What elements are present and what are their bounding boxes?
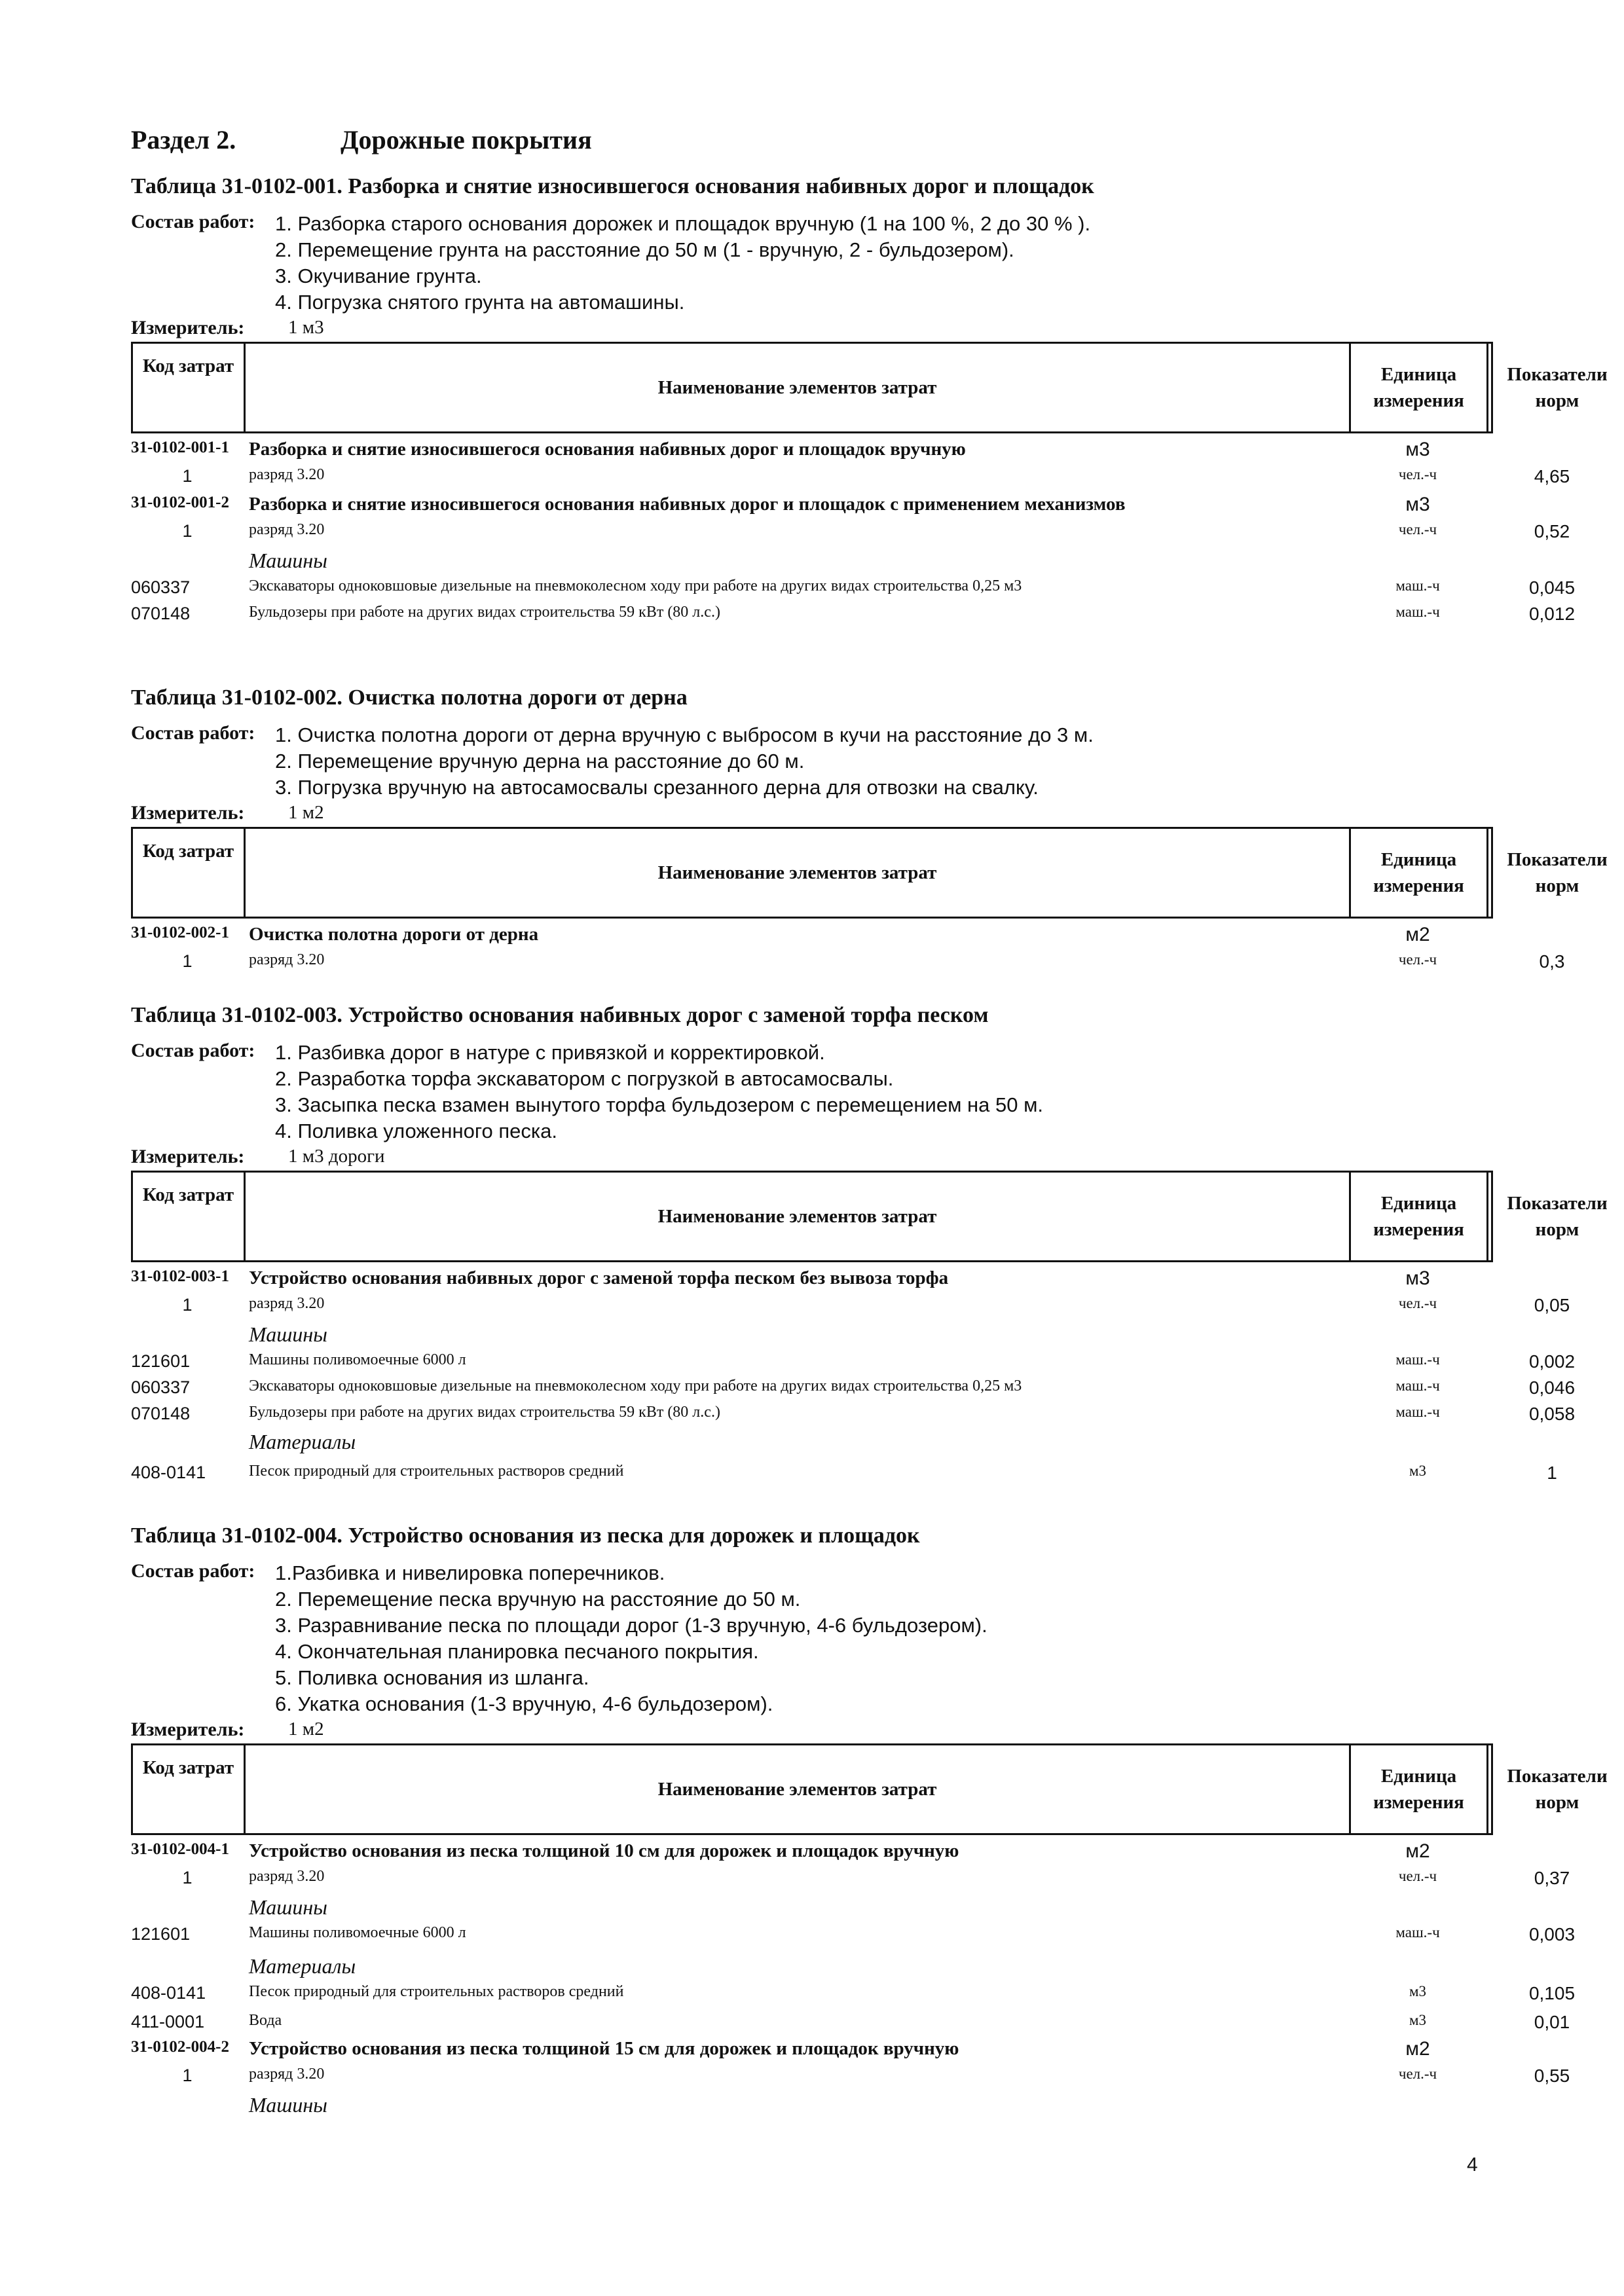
row-unit: чел.-ч (1398, 466, 1437, 483)
row-name: Очистка полотна дороги от дерна (249, 924, 539, 945)
work-step: 2. Разработка торфа экскаватором с погрузкой в автосамосвалы. (275, 1067, 894, 1090)
table-row (131, 1351, 1576, 1377)
row-norm: 0,003 (1528, 1924, 1576, 1944)
table-row (131, 1895, 1493, 1924)
section-title: Дорожные покрытия (341, 125, 592, 155)
row-norm: 1 (1547, 1463, 1557, 1483)
row-name: Устройство основания из песка толщиной 15 см для дорожек и площадок вручную (249, 2038, 959, 2059)
row-unit: м3 (1409, 1463, 1427, 1479)
row-code: 411-0001 (131, 2012, 205, 2032)
row-unit: м2 (1405, 1840, 1430, 1862)
row-name: разряд 3.20 (249, 466, 325, 483)
header-unit-line1: Единица (1380, 364, 1457, 385)
work-step: 3. Окучивание грунта. (275, 264, 482, 287)
row-name: разряд 3.20 (249, 2066, 325, 2083)
work-step: 4. Поливка уложенного песка. (275, 1120, 557, 1142)
measure-label: Измеритель: (131, 1719, 245, 1740)
header-unit-line2: измерения (1373, 1792, 1464, 1813)
table-body (131, 1840, 1576, 2122)
work-step: 2. Перемещение грунта на расстояние до 50 м (1 - вручную, 2 - бульдозером). (275, 238, 1014, 261)
row-category: Машины (249, 1895, 327, 1919)
header-norm-line1: Показатели (1507, 1193, 1608, 1214)
table-row (131, 1840, 1493, 1868)
header-unit (1351, 344, 1488, 431)
row-code: 1 (182, 2066, 193, 2085)
section-number: Раздел 2. (131, 125, 236, 155)
row-code: 408-0141 (131, 1463, 206, 1482)
row-name: Машины поливомоечные 6000 л (249, 1351, 466, 1368)
work-composition (131, 211, 1493, 316)
row-norm: 0,05 (1534, 1295, 1570, 1315)
table-row (131, 577, 1576, 604)
table-row (131, 1377, 1576, 1404)
work-composition (131, 1560, 1493, 1717)
work-composition (131, 722, 1493, 801)
row-unit: маш.-ч (1395, 604, 1440, 620)
row-norm: 0,01 (1534, 2012, 1570, 2032)
table-header (131, 342, 1608, 433)
header-norm-line1: Показатели (1507, 364, 1608, 385)
table-row (131, 1983, 1576, 2012)
row-unit: чел.-ч (1398, 2066, 1437, 2082)
table-row (131, 604, 1576, 630)
row-norm: 0,52 (1534, 521, 1570, 541)
work-label: Состав работ: (131, 211, 255, 232)
table-row (131, 466, 1570, 494)
work-step: 1. Очистка полотна дороги от дерна вручную с выбросом в кучи на расстояние до 3 м. (275, 723, 1094, 746)
table-row (131, 924, 1493, 951)
row-code: 1 (182, 1868, 193, 1887)
header-norm-line1: Показатели (1507, 849, 1608, 870)
row-unit: чел.-ч (1398, 951, 1437, 968)
norm-table-1 (131, 172, 1608, 630)
work-step: 1.Разбивка и нивелировка поперечников. (275, 1561, 665, 1584)
measure-unit (131, 1144, 1493, 1171)
measure-value: 1 м2 (288, 802, 324, 823)
work-step: 2. Перемещение песка вручную на расстояние до 50 м. (275, 1588, 801, 1611)
row-norm: 0,045 (1528, 577, 1576, 598)
table-row (131, 1954, 1493, 1983)
header-name: Наименование элементов затрат (246, 1173, 1351, 1260)
header-norm-line2: норм (1535, 1219, 1579, 1240)
work-step: 3. Разравнивание песка по площади дорог (1-3 вручную, 4-6 бульдозером). (275, 1614, 987, 1637)
table-title: Таблица 31-0102-004. Устройство основания из песка для дорожек и площадок (131, 1523, 920, 1548)
work-step: 4. Погрузка снятого грунта на автомашины. (275, 291, 685, 314)
work-label: Состав работ: (131, 1040, 255, 1061)
row-name: Разборка и снятие износившегося основания набивных дорог и площадок вручную (249, 439, 966, 460)
header-unit-line2: измерения (1373, 1219, 1464, 1240)
table-row (131, 1430, 1493, 1463)
header-code: Код затрат (133, 1745, 246, 1833)
row-name: разряд 3.20 (249, 1295, 325, 1312)
row-name: Устройство основания набивных дорог с заменой торфа песком без вывоза торфа (249, 1267, 949, 1288)
header-unit (1351, 829, 1488, 917)
header-norm (1488, 829, 1624, 917)
row-name: Машины поливомоечные 6000 л (249, 1924, 466, 1941)
row-unit: м3 (1405, 494, 1430, 515)
header-norm (1488, 344, 1624, 431)
row-norm: 0,058 (1528, 1404, 1576, 1424)
header-unit-line1: Единица (1380, 1193, 1457, 1214)
measure-unit (131, 801, 1493, 827)
row-unit: м3 (1409, 2012, 1427, 2028)
table-header (131, 1743, 1608, 1835)
page-number: 4 (1467, 2154, 1478, 2176)
row-code: 070148 (131, 1404, 191, 1423)
row-code: 31-0102-003-1 (131, 1267, 229, 1285)
table-body (131, 1267, 1576, 1489)
row-category: Материалы (249, 1954, 356, 1978)
row-norm: 4,65 (1534, 466, 1570, 486)
row-norm: 0,002 (1528, 1351, 1576, 1372)
row-norm: 0,105 (1528, 1983, 1576, 2003)
table-row (131, 439, 1493, 466)
work-label: Состав работ: (131, 722, 255, 744)
table-row (131, 2093, 1493, 2122)
table-row (131, 1322, 1493, 1351)
table-body (131, 439, 1576, 630)
row-name: Устройство основания из песка толщиной 10 см для дорожек и площадок вручную (249, 1840, 959, 1861)
table-row (131, 521, 1570, 549)
row-name: Вода (249, 2012, 282, 2029)
table-row (131, 1924, 1576, 1954)
work-step: 1. Разбивка дорог в натуре с привязкой и корректировкой. (275, 1041, 825, 1064)
header-norm-line2: норм (1535, 390, 1579, 411)
work-step: 6. Укатка основания (1-3 вручную, 4-6 бульдозером). (275, 1692, 773, 1715)
header-norm-line1: Показатели (1507, 1766, 1608, 1787)
table-row (131, 951, 1565, 979)
row-name: Экскаваторы одноковшовые дизельные на пневмоколесном ходу при работе на других видах строительства 0,25 м3 (249, 577, 1022, 594)
row-unit: маш.-ч (1395, 1351, 1440, 1368)
measure-label: Измеритель: (131, 317, 245, 338)
header-name: Наименование элементов затрат (246, 1745, 1351, 1833)
row-unit: чел.-ч (1398, 521, 1437, 538)
row-norm: 0,046 (1528, 1377, 1576, 1398)
norm-table-2 (131, 683, 1608, 979)
work-step: 3. Погрузка вручную на автосамосвалы срезанного дерна для отвозки на свалку. (275, 776, 1039, 799)
work-composition (131, 1040, 1493, 1144)
row-unit: чел.-ч (1398, 1868, 1437, 1884)
header-code: Код затрат (133, 344, 246, 431)
row-norm: 0,37 (1534, 1868, 1570, 1888)
row-category: Машины (249, 549, 327, 572)
row-name: Песок природный для строительных растворов средний (249, 1463, 624, 1480)
row-name: Экскаваторы одноковшовые дизельные на пневмоколесном ходу при работе на других видах строительства 0,25 м3 (249, 1377, 1022, 1394)
row-name: разряд 3.20 (249, 521, 325, 538)
header-unit-line1: Единица (1380, 849, 1457, 870)
row-unit: маш.-ч (1395, 577, 1440, 594)
row-code: 31-0102-002-1 (131, 924, 229, 941)
work-label: Состав работ: (131, 1560, 255, 1582)
row-name: разряд 3.20 (249, 951, 325, 968)
work-step: 5. Поливка основания из шланга. (275, 1666, 589, 1689)
table-row (131, 1868, 1570, 1895)
row-name: разряд 3.20 (249, 1868, 325, 1885)
table-row (131, 2012, 1570, 2038)
row-norm: 0,3 (1539, 951, 1565, 972)
header-norm-line2: норм (1535, 1792, 1579, 1813)
row-code: 121601 (131, 1924, 191, 1944)
table-body (131, 924, 1565, 979)
header-unit-line1: Единица (1380, 1766, 1457, 1787)
table-row (131, 2066, 1570, 2093)
measure-value: 1 м3 дороги (288, 1146, 385, 1167)
measure-value: 1 м3 (288, 317, 324, 338)
header-unit (1351, 1745, 1488, 1833)
row-code: 060337 (131, 1377, 191, 1397)
row-code: 1 (182, 1295, 193, 1315)
row-norm: 0,55 (1534, 2066, 1570, 2086)
row-unit: чел.-ч (1398, 1295, 1437, 1311)
measure-unit (131, 316, 1493, 342)
work-steps (131, 1040, 1493, 1144)
section-heading (131, 124, 592, 155)
measure-label: Измеритель: (131, 1146, 245, 1167)
header-code: Код затрат (133, 829, 246, 917)
table-row (131, 1295, 1570, 1322)
row-code: 31-0102-001-2 (131, 494, 229, 511)
work-step: 4. Окончательная планировка песчаного покрытия. (275, 1640, 759, 1663)
norm-table-3 (131, 1000, 1608, 1489)
row-code: 31-0102-004-2 (131, 2038, 229, 2056)
row-code: 070148 (131, 604, 191, 623)
header-unit-line2: измерения (1373, 390, 1464, 411)
measure-label: Измеритель: (131, 802, 245, 824)
table-row (131, 549, 1493, 577)
header-norm (1488, 1745, 1624, 1833)
measure-value: 1 м2 (288, 1719, 324, 1740)
header-name: Наименование элементов затрат (246, 344, 1351, 431)
row-unit: маш.-ч (1395, 1924, 1440, 1941)
header-code: Код затрат (133, 1173, 246, 1260)
table-header (131, 827, 1608, 919)
row-unit: м2 (1405, 924, 1430, 945)
measure-unit (131, 1717, 1493, 1743)
row-unit: м2 (1405, 2038, 1430, 2060)
table-row (131, 494, 1493, 521)
header-name: Наименование элементов затрат (246, 829, 1351, 917)
header-unit-line2: измерения (1373, 875, 1464, 896)
row-code: 1 (182, 951, 193, 971)
row-category: Материалы (249, 1430, 356, 1453)
row-code: 060337 (131, 577, 191, 597)
row-name: Бульдозеры при работе на других видах строительства 59 кВт (80 л.с.) (249, 604, 720, 621)
table-row (131, 1463, 1557, 1489)
work-steps (131, 1560, 1493, 1717)
header-norm-line2: норм (1535, 875, 1579, 896)
header-unit (1351, 1173, 1488, 1260)
header-norm (1488, 1173, 1624, 1260)
row-unit: маш.-ч (1395, 1377, 1440, 1394)
work-step: 2. Перемещение вручную дерна на расстояние до 60 м. (275, 750, 805, 773)
table-title: Таблица 31-0102-003. Устройство основания набивных дорог с заменой торфа песком (131, 1003, 989, 1027)
row-unit: м3 (1409, 1983, 1427, 1999)
row-unit: м3 (1405, 439, 1430, 460)
row-code: 121601 (131, 1351, 191, 1371)
row-code: 1 (182, 521, 193, 541)
row-norm: 0,012 (1528, 604, 1576, 624)
table-title: Таблица 31-0102-001. Разборка и снятие износившегося основания набивных дорог и площадок (131, 174, 1094, 198)
row-name: Песок природный для строительных растворов средний (249, 1983, 624, 2000)
row-code: 31-0102-004-1 (131, 1840, 229, 1858)
row-name: Бульдозеры при работе на других видах строительства 59 кВт (80 л.с.) (249, 1404, 720, 1421)
table-header (131, 1171, 1608, 1262)
work-steps (131, 722, 1493, 801)
row-unit: маш.-ч (1395, 1404, 1440, 1420)
work-steps (131, 211, 1493, 316)
row-code: 1 (182, 466, 193, 486)
row-name: Разборка и снятие износившегося основания набивных дорог и площадок с применением механизмов (249, 494, 1126, 515)
row-category: Машины (249, 2093, 327, 2117)
table-row (131, 2038, 1493, 2066)
work-step: 1. Разборка старого основания дорожек и площадок вручную (1 на 100 %, 2 до 30 % ). (275, 212, 1091, 235)
table-row (131, 1267, 1493, 1295)
table-title: Таблица 31-0102-002. Очистка полотна дороги от дерна (131, 685, 688, 710)
row-code: 408-0141 (131, 1983, 206, 2003)
work-step: 3. Засыпка песка взамен вынутого торфа бульдозером с перемещением на 50 м. (275, 1093, 1044, 1116)
row-unit: м3 (1405, 1267, 1430, 1289)
table-row (131, 1404, 1576, 1430)
row-category: Машины (249, 1322, 327, 1346)
row-code: 31-0102-001-1 (131, 439, 229, 456)
norm-table-4 (131, 1521, 1608, 2122)
